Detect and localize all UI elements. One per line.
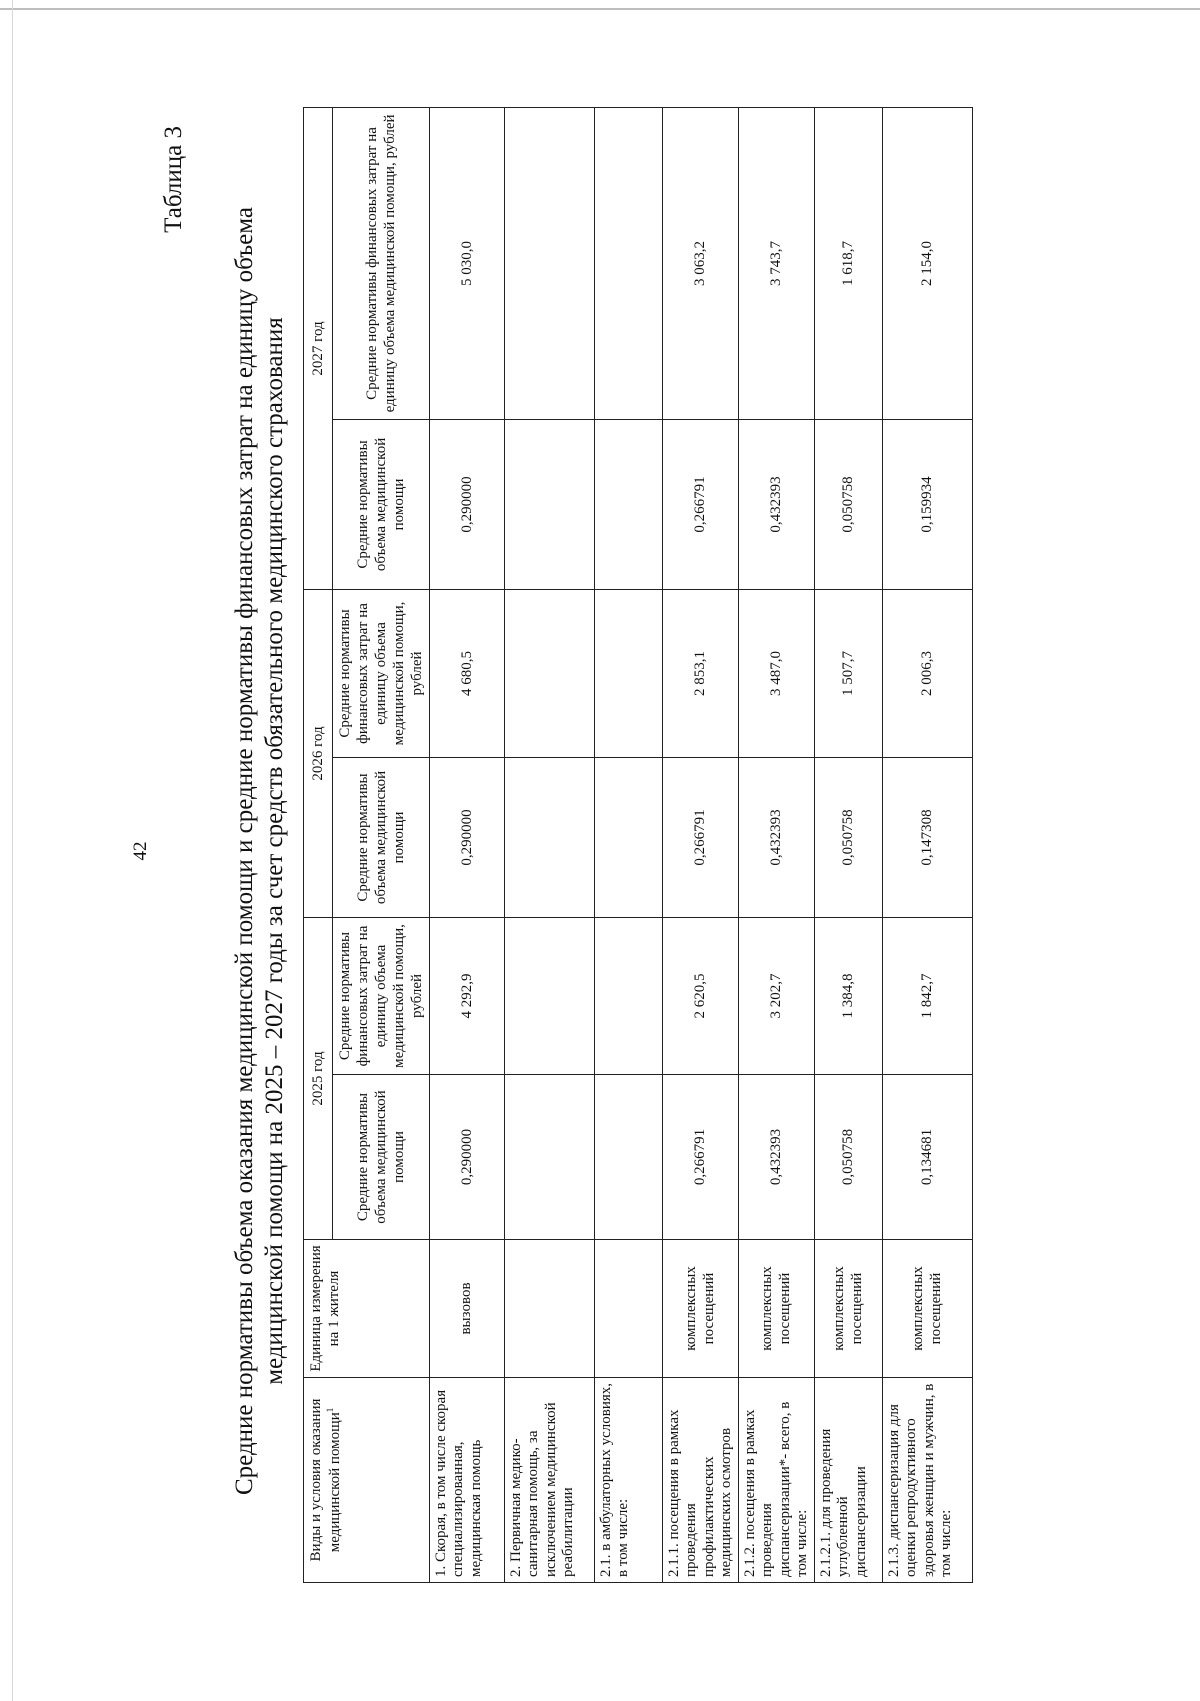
cost-2027: 1 618,7 (815, 107, 883, 419)
volume-2027: 0,159934 (883, 419, 973, 589)
scan-artifact-edge (12, 0, 13, 1701)
cost-2025 (595, 917, 663, 1074)
cost-2027: 5 030,0 (430, 107, 505, 419)
header-kind: Виды и условия оказания медицинской помощи$^1$ (304, 1377, 430, 1582)
row-unit (595, 1239, 663, 1377)
table-row (595, 107, 663, 1582)
row-unit: комплексных посещений (815, 1239, 883, 1377)
cost-2027: 3 063,2 (663, 107, 739, 419)
cost-2025: 1 842,7 (883, 917, 973, 1074)
row-kind: 2. Первичная медико-санитарная помощь, за исключением медицинской реабилитации (505, 1377, 595, 1582)
volume-2025: 0,432393 (739, 1074, 815, 1239)
volume-2027: 0,266791 (663, 419, 739, 589)
cost-2026: 4 680,5 (430, 589, 505, 757)
volume-2026: 0,432393 (739, 757, 815, 917)
header-year-2026: 2026 год (304, 589, 333, 917)
table-label: Таблица 3 (160, 125, 187, 233)
header-cost-2025: Средние нормативы финансовых затрат на единицу объема медицинской помощи, рублей (333, 917, 430, 1074)
volume-2025 (505, 1074, 595, 1239)
cost-2026 (595, 589, 663, 757)
cost-2026: 2 853,1 (663, 589, 739, 757)
page-number: 42 (130, 841, 151, 860)
volume-2025: 0,266791 (663, 1074, 739, 1239)
header-volume-2026: Средние нормативы объема медицинской помощи (333, 757, 430, 917)
cost-2025: 4 292,9 (430, 917, 505, 1074)
volume-2026 (505, 757, 595, 917)
row-kind: 2.1.1. посещения в рамках проведения профилактических медицинских осмотров (663, 1377, 739, 1582)
header-year-2025: 2025 год (304, 917, 333, 1239)
row-kind: 2.1.2.1. для проведения углубленной диспансеризации (815, 1377, 883, 1582)
cost-2025: 2 620,5 (663, 917, 739, 1074)
header-volume-2027: Средние нормативы объема медицинской помощи (333, 419, 430, 589)
volume-2025: 0,290000 (430, 1074, 505, 1239)
row-unit: комплексных посещений (883, 1239, 973, 1377)
volume-2027: 0,290000 (430, 419, 505, 589)
volume-2026: 0,266791 (663, 757, 739, 917)
header-cost-2027: Средние нормативы финансовых затрат на единицу объема медицинской помощи, рублей (333, 107, 430, 419)
volume-2025 (595, 1074, 663, 1239)
volume-2025: 0,134681 (883, 1074, 973, 1239)
row-kind: 2.1.3. диспансеризация для оценки репродуктивного здоровья женщин и мужчин, в том числе: (883, 1377, 973, 1582)
row-unit (505, 1239, 595, 1377)
volume-2027 (505, 419, 595, 589)
row-unit: комплексных посещений (739, 1239, 815, 1377)
cost-2027 (595, 107, 663, 419)
cost-2026 (505, 589, 595, 757)
header-year-2027: 2027 год (304, 107, 333, 589)
header-volume-2025: Средние нормативы объема медицинской помощи (333, 1074, 430, 1239)
cost-2025: 3 202,7 (739, 917, 815, 1074)
table-row (815, 107, 883, 1582)
volume-2027 (595, 419, 663, 589)
volume-2026: 0,290000 (430, 757, 505, 917)
cost-2027: 2 154,0 (883, 107, 973, 419)
volume-2027: 0,050758 (815, 419, 883, 589)
volume-2026: 0,050758 (815, 757, 883, 917)
table-row (739, 107, 815, 1582)
norms-table (303, 106, 973, 1582)
cost-2025 (505, 917, 595, 1074)
row-kind: 2.1. в амбулаторных условиях, в том числе: (595, 1377, 663, 1582)
table-row (505, 107, 595, 1582)
cost-2027: 3 743,7 (739, 107, 815, 419)
cost-2025: 1 384,8 (815, 917, 883, 1074)
volume-2027: 0,432393 (739, 419, 815, 589)
scan-artifact-line (0, 8, 1200, 10)
header-unit: Единица измерения на 1 жителя (304, 1239, 430, 1377)
table-row (430, 107, 505, 1582)
cost-2026: 3 487,0 (739, 589, 815, 757)
volume-2025: 0,050758 (815, 1074, 883, 1239)
row-unit: комплексных посещений (663, 1239, 739, 1377)
rotated-page (50, 71, 1150, 1631)
table-row (883, 107, 973, 1582)
cost-2027 (505, 107, 595, 419)
volume-2026: 0,147308 (883, 757, 973, 917)
document-title (230, 161, 290, 1541)
cost-2026: 1 507,7 (815, 589, 883, 757)
row-kind: 2.1.2. посещения в рамках проведения диспансеризации*- всего, в том числе: (739, 1377, 815, 1582)
table-row (663, 107, 739, 1582)
title-line-2: медицинской помощи на 2025 – 2027 годы за счет средств обязательного медицинского страхования (261, 316, 288, 1385)
volume-2026 (595, 757, 663, 917)
header-cost-2026: Средние нормативы финансовых затрат на единицу объема медицинской помощи, рублей (333, 589, 430, 757)
cost-2026: 2 006,3 (883, 589, 973, 757)
row-unit: вызовов (430, 1239, 505, 1377)
row-kind: 1. Скорая, в том числе скорая специализированная, медицинская помощь (430, 1377, 505, 1582)
title-line-1: Средние нормативы объема оказания медицинской помощи и средние нормативы финансовых затрат на единицу объема (231, 206, 258, 1495)
